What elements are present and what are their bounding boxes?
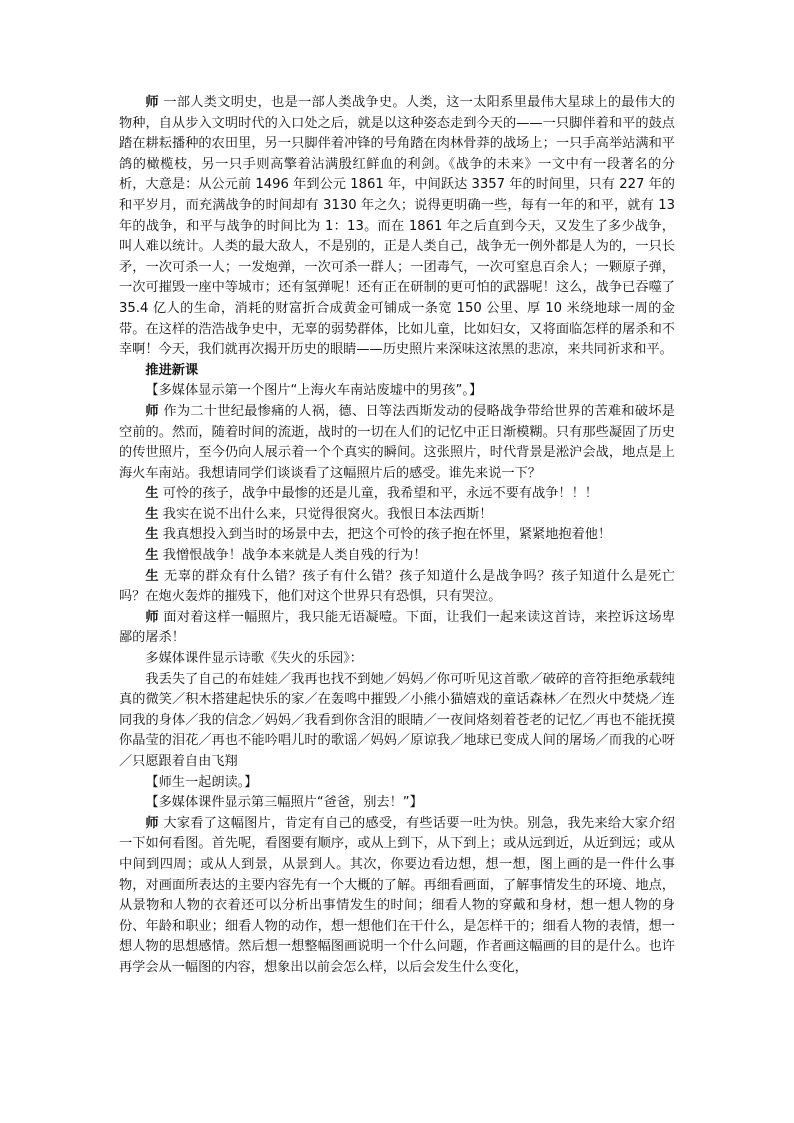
speaker-label: 生	[145, 527, 159, 543]
paragraph-text: 大家看了这幅图片，肯定有自己的感受，有些话要一吐为快。别急，我先来给大家介绍一下如何看图。首先呢，看图要有顺序，或从上到下，从下到上；或从远到近，从近到远；或从中间到四周；或从人到景，从景到人。其次，你要边看边想，想一想，图上画的是一件什么事物，对画面所表达的主要内容先有一个大概的了解。再细看画面，了解事情发生的环境、地点，从景物和人物的衣着还可以分析出事情发生的时间；细看人物的穿戴和身材，想一想人物的身份、年龄和职业；细看人物的动作，想一想他们在干什么，是怎样干的；细看人物的表情，想一想人物的思想感情。然后想一想整幅图画说明一个什么问题，作者画这幅画的目的是什么。也许再学会从一幅图的内容，想象出以前会怎么样，以后会发生什么变化，	[119, 815, 675, 975]
stage-direction	[119, 381, 675, 402]
speaker-label: 师	[145, 609, 159, 625]
stage-direction	[119, 773, 675, 794]
paragraph-intro	[119, 93, 675, 361]
paragraph-text: 【多媒体课件显示第三幅照片“爸爸，别去！”】	[145, 795, 423, 811]
speaker-label: 生	[145, 486, 159, 502]
paragraph-text: 面对着这样一幅照片，我只能无语凝噎。下面，让我们一起来读这首诗，来控诉这场卑鄙的屠杀！	[119, 609, 675, 646]
student-paragraph	[119, 567, 675, 608]
teacher-paragraph	[119, 608, 675, 649]
paragraph-text: 我真想投入到当时的场景中去，把这个可怜的孩子抱在怀里，紧紧地抱着他！	[158, 527, 612, 543]
speaker-label: 师	[145, 403, 159, 419]
paragraph-text: 作为二十世纪最惨痛的人祸，德、日等法西斯发动的侵略战争带给世界的苦难和破坏是空前的。然而，随着时间的流逝，战时的一切在人们的记忆中正日渐模糊。只有那些凝固了历史的传世照片，至今仍向人展示着一个个真实的瞬间。这张照片，时代背景是淞沪会战，地点是上海火车南站。我想请同学们谈谈看了这幅照片后的感受。谁先来说一下？	[119, 403, 675, 481]
student-paragraph	[119, 484, 675, 505]
stage-direction	[119, 649, 675, 670]
teacher-paragraph	[119, 402, 675, 484]
paragraph-text: 我丢失了自己的布娃娃／我再也找不到她／妈妈／你可听见这首歌／破碎的音符拒绝承载纯真的微笑／积木搭建起快乐的家／在轰鸣中摧毁／小熊小猫嬉戏的童话森林／在烈火中焚烧／连同我的身体／我的信念／妈妈／我看到你含泪的眼睛／一夜间烙刻着苍老的记忆／再也不能抚摸你晶莹的泪花／再也不能吟唱儿时的歌谣／妈妈／原谅我／地球已变成人间的屠场／而我的心呀／只愿跟着自由飞翔	[119, 671, 675, 769]
paragraph-text: 可怜的孩子，战争中最惨的还是儿童，我希望和平，永远不要有战争！！！	[158, 486, 598, 502]
speaker-label: 生	[145, 506, 159, 522]
stage-direction	[119, 793, 675, 814]
paragraph-text: 无辜的群众有什么错？孩子有什么错？孩子知道什么是战争吗？孩子知道什么是死亡吗？在炮火轰炸的摧残下，他们对这个世界只有恐惧，只有哭泣。	[119, 568, 675, 605]
paragraph-text: 多媒体课件显示诗歌《失火的乐园》：	[145, 651, 363, 667]
section-heading-text: 推进新课	[145, 362, 199, 378]
paragraph-text: 【师生一起朗读。】	[145, 774, 258, 790]
teacher-paragraph	[119, 814, 675, 979]
speaker-label: 师	[145, 95, 159, 110]
document-body	[119, 93, 675, 979]
paragraph-text: 【多媒体显示第一个图片“上海火车南站废墟中的男孩”。】	[145, 383, 483, 399]
speaker-label: 生	[145, 548, 159, 564]
student-paragraph	[119, 505, 675, 526]
speaker-label: 师	[145, 815, 159, 831]
poem-text	[119, 670, 675, 773]
section-heading	[119, 361, 675, 382]
student-paragraph	[119, 525, 675, 546]
paragraph-text: 一部人类文明史，也是一部人类战争史。人类，这一太阳系里最伟大星球上的最伟大的物种，自从步入文明时代的入口处之后，就是以这种姿态走到今天的——一只脚伴着和平的鼓点踏在耕耘播种的农田里，另一只脚伴着冲锋的号角踏在肉林骨莽的战场上；一只手高举站满和平鸽的橄榄枝，另一只手则高擎着沾满殷红鲜血的利剑。《战争的未来》一文中有一段著名的分析，大意是：从公元前 1496 年到公元 1861 年，中间跃达 3357 年的时间里，只有 227 年的和平岁月，而充满战争的时间却有 3130 年之久；说得更明确一些，每有一年的和平，就有 13 年的战争，和平与战争的时间比为 1：13。而在 1861 年之后直到今天，又发生了多少战争，叫人难以统计。人类的最大敌人，不是别的，正是人类自己，战争无一例外都是人为的，一只长矛，一次可杀一人；一发炮弹，一次可杀一群人；一团毒气，一次可窒息百余人；一颗原子弹，一次可摧毁一座中等城市；还有氢弹呢！还有正在研制的更可怕的武器呢！这么，战争已吞噬了 35.4 亿人的生命，消耗的财富折合成黄金可铺成一条宽 150 公里、厚 10 米绕地球一周的金带。在这样的浩浩战争史中，无辜的弱势群体，比如儿童，比如妇女，又将面临怎样的屠杀和不幸啊！今天，我们就再次揭开历史的眼睛——历史照片来深味这浓黑的悲凉，来共同祈求和平。	[119, 95, 675, 358]
paragraph-text: 我憎恨战争！战争本来就是人类自残的行为！	[158, 548, 427, 564]
student-paragraph	[119, 546, 675, 567]
paragraph-text: 我实在说不出什么来，只觉得很窝火。我恨日本法西斯！	[158, 506, 493, 522]
speaker-label: 生	[145, 568, 160, 584]
